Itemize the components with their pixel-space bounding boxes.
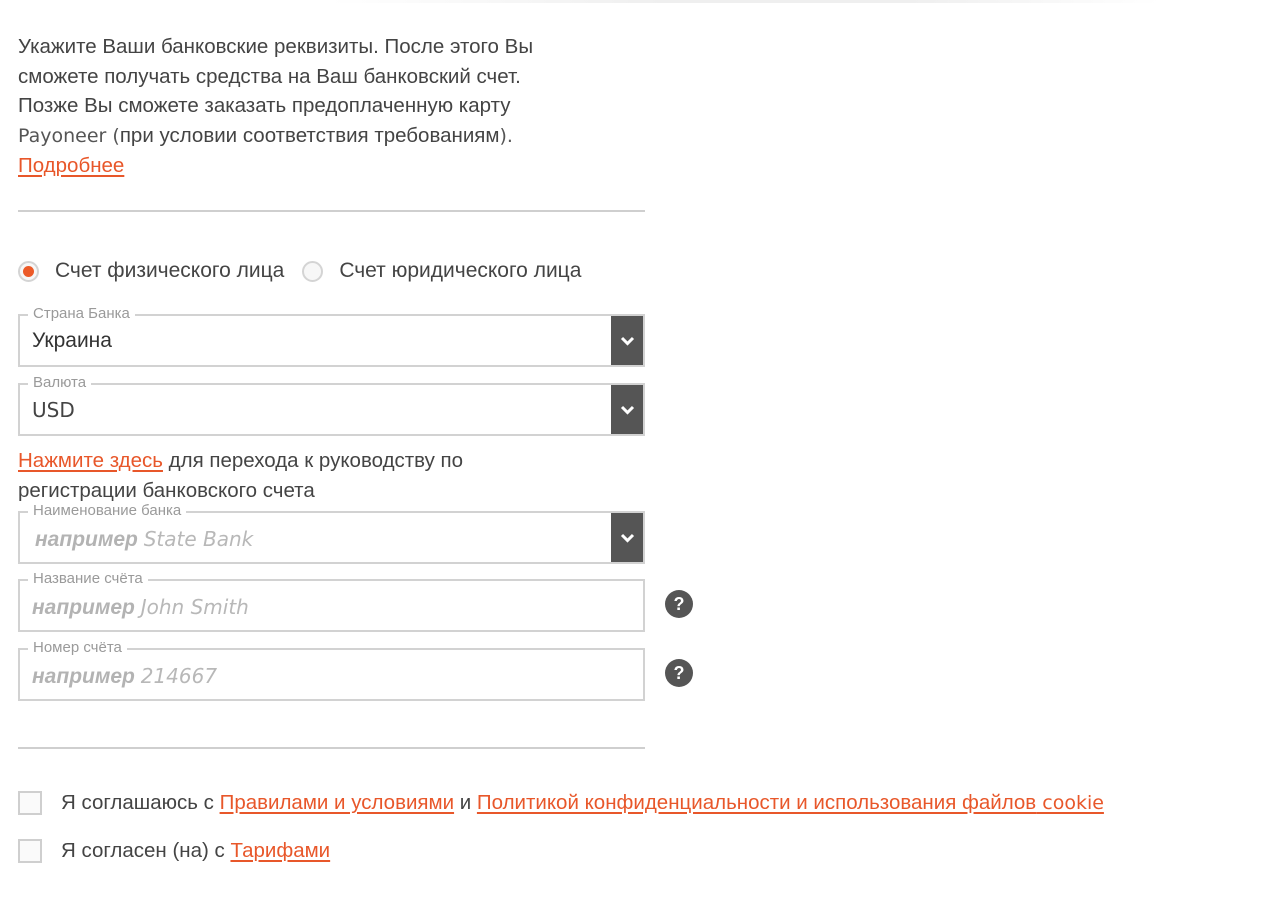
paren-close: ). — [499, 124, 513, 147]
agree-terms-prefix: Я соглашаюсь с — [61, 791, 220, 814]
placeholder-example: John Smith — [140, 595, 249, 619]
radio-individual-account[interactable] — [18, 259, 284, 283]
chevron-down-icon — [620, 336, 635, 346]
payoneer-brand: Payoneer — [18, 124, 107, 147]
bank-country-select[interactable] — [18, 305, 645, 367]
account-name-input[interactable] — [18, 570, 645, 632]
guide-line — [18, 446, 658, 476]
account-name-legend: Название счёта — [28, 570, 148, 588]
agree-terms-row — [18, 791, 1104, 815]
bank-name-placeholder — [35, 527, 253, 552]
bank-name-select[interactable] — [18, 502, 645, 564]
guide-line: регистрации банковского счета — [18, 478, 315, 502]
intro-line — [18, 121, 658, 152]
divider-top — [18, 210, 645, 212]
placeholder-prefix: например — [32, 596, 135, 619]
intro-text — [18, 32, 658, 181]
currency-dropdown-button[interactable] — [611, 385, 643, 434]
privacy-policy-link[interactable] — [477, 791, 1104, 814]
radio-business-account[interactable] — [302, 259, 581, 283]
privacy-link-text[interactable]: Политикой конфиденциальности и использования файлов — [476, 791, 1037, 814]
agree-terms-and: и — [454, 791, 477, 814]
account-number-legend: Номер счёта — [28, 639, 127, 657]
fees-link[interactable]: Тарифами — [230, 839, 331, 862]
bank-name-dropdown-button[interactable] — [611, 513, 643, 562]
currency-select[interactable] — [18, 374, 645, 436]
agree-fees-prefix: Я согласен (на) с — [61, 839, 231, 862]
agree-fees-row — [18, 839, 330, 863]
bank-country-legend: Страна Банка — [28, 305, 135, 323]
conditions-text: при условии соответствия требованиям — [119, 123, 500, 147]
bank-country-dropdown-button[interactable] — [611, 316, 643, 365]
intro-line: Укажите Ваши банковские реквизиты. После этого Вы — [18, 35, 534, 58]
placeholder-example: 214667 — [140, 664, 218, 688]
agree-terms-checkbox[interactable] — [18, 791, 42, 815]
radio-business-label[interactable]: Счет юридического лица — [339, 259, 582, 282]
guide-link[interactable]: Нажмите здесь — [18, 449, 163, 472]
placeholder-prefix: например — [32, 665, 135, 688]
guide-text: для перехода к руководству по — [162, 449, 464, 472]
terms-link[interactable]: Правилами и условиями — [219, 791, 455, 814]
radio-button-checked[interactable] — [18, 261, 39, 282]
bank-name-legend: Наименование банка — [28, 502, 186, 520]
account-name-help-icon[interactable]: ? — [665, 590, 693, 618]
intro-line — [18, 151, 658, 181]
intro-line: Позже Вы сможете заказать предоплаченную карту — [18, 94, 511, 117]
intro-line: сможете получать средства на Ваш банковский счет. — [18, 64, 521, 88]
radio-individual-label[interactable]: Счет физического лица — [55, 259, 285, 282]
account-name-placeholder — [32, 595, 249, 620]
chevron-down-icon — [620, 533, 635, 543]
account-type-selector — [18, 259, 581, 283]
radio-button-unchecked[interactable] — [302, 261, 323, 282]
divider-bottom — [18, 747, 645, 749]
agree-fees-label — [61, 839, 330, 863]
currency-legend: Валюта — [28, 374, 91, 392]
currency-value: USD — [32, 398, 75, 422]
radio-dot — [23, 266, 34, 277]
account-number-help-icon[interactable]: ? — [665, 659, 693, 687]
more-link[interactable]: Подробнее — [18, 154, 125, 177]
account-number-placeholder — [32, 664, 217, 689]
placeholder-example: State Bank — [143, 527, 254, 551]
paren-open: ( — [106, 124, 120, 147]
agree-fees-checkbox[interactable] — [18, 839, 42, 863]
bank-guide-text — [18, 446, 658, 505]
placeholder-prefix: например — [35, 528, 138, 551]
cookie-link-text[interactable]: cookie — [1036, 792, 1104, 814]
top-shadow — [330, 0, 1160, 3]
account-number-input[interactable] — [18, 639, 645, 701]
chevron-down-icon — [620, 405, 635, 415]
bank-country-value: Украина — [32, 329, 112, 352]
agree-terms-label — [61, 791, 1104, 815]
